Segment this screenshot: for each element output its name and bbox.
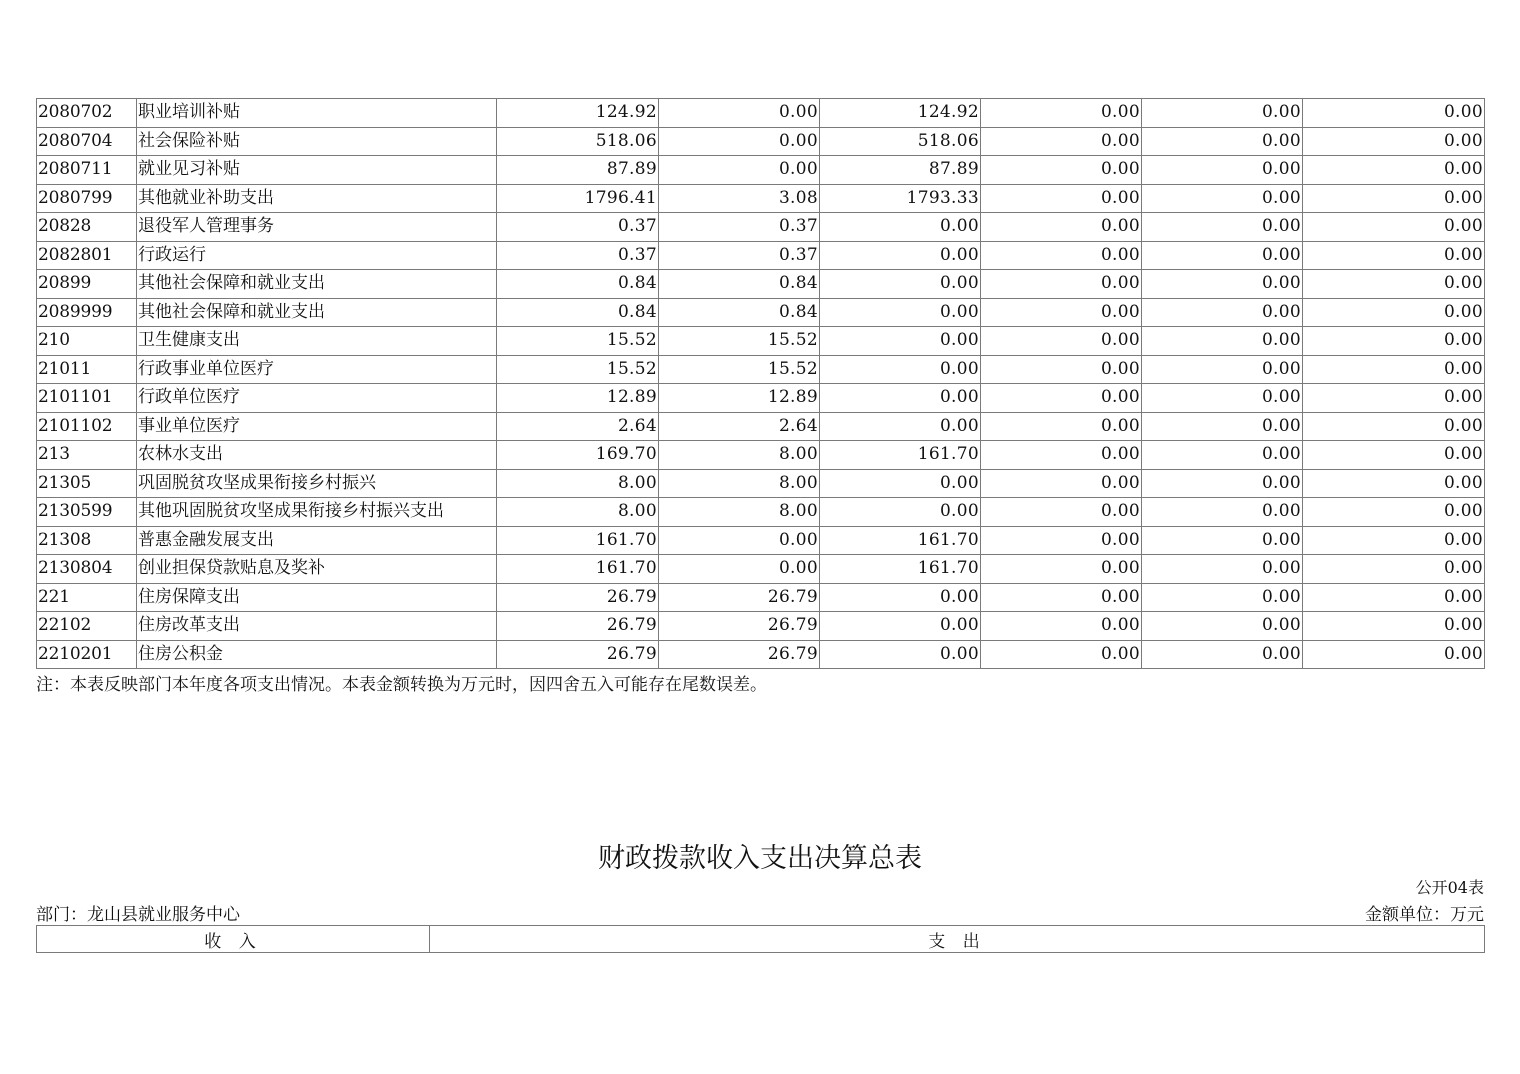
table-row xyxy=(37,99,1485,128)
row-value: 8.00 xyxy=(659,469,820,498)
table-row xyxy=(37,241,1485,270)
row-value: 0.84 xyxy=(497,298,659,327)
row-value: 0.00 xyxy=(659,526,820,555)
row-value: 0.00 xyxy=(659,555,820,584)
row-value: 0.00 xyxy=(820,583,981,612)
row-value: 3.08 xyxy=(659,184,820,213)
row-code: 213 xyxy=(37,441,137,470)
row-code: 20899 xyxy=(37,270,137,299)
row-value: 0.00 xyxy=(981,555,1142,584)
row-code: 21308 xyxy=(37,526,137,555)
report-title: 财政拨款收入支出决算总表 xyxy=(598,843,922,874)
row-value: 0.84 xyxy=(659,298,820,327)
row-value: 0.00 xyxy=(981,384,1142,413)
row-value: 12.89 xyxy=(497,384,659,413)
row-name: 行政运行 xyxy=(137,241,497,270)
row-value: 0.00 xyxy=(981,327,1142,356)
table-row xyxy=(37,612,1485,641)
row-value: 0.00 xyxy=(1142,555,1303,584)
expense-header: 支 出 xyxy=(430,926,1485,953)
row-name: 退役军人管理事务 xyxy=(137,213,497,242)
row-name: 创业担保贷款贴息及奖补 xyxy=(137,555,497,584)
row-value: 0.00 xyxy=(981,640,1142,669)
row-value: 0.00 xyxy=(1142,441,1303,470)
row-name: 其他社会保障和就业支出 xyxy=(137,298,497,327)
row-value: 2.64 xyxy=(497,412,659,441)
row-value: 26.79 xyxy=(497,640,659,669)
row-value: 8.00 xyxy=(659,441,820,470)
row-code: 21305 xyxy=(37,469,137,498)
row-value: 0.00 xyxy=(981,412,1142,441)
row-value: 0.00 xyxy=(820,270,981,299)
row-value: 26.79 xyxy=(497,583,659,612)
row-code: 2089999 xyxy=(37,298,137,327)
row-value: 0.00 xyxy=(1142,241,1303,270)
row-code: 2080702 xyxy=(37,99,137,128)
row-value: 8.00 xyxy=(497,498,659,527)
row-value: 0.37 xyxy=(659,241,820,270)
row-code: 2080799 xyxy=(37,184,137,213)
row-value: 87.89 xyxy=(820,156,981,185)
row-value: 0.00 xyxy=(1303,241,1485,270)
row-value: 0.00 xyxy=(1142,469,1303,498)
row-value: 0.00 xyxy=(1303,327,1485,356)
row-value: 0.00 xyxy=(820,298,981,327)
row-value: 0.00 xyxy=(1303,127,1485,156)
row-value: 0.00 xyxy=(659,156,820,185)
row-value: 0.00 xyxy=(1303,583,1485,612)
row-value: 124.92 xyxy=(497,99,659,128)
row-value: 0.00 xyxy=(1142,184,1303,213)
table-row xyxy=(37,270,1485,299)
row-value: 124.92 xyxy=(820,99,981,128)
row-code: 2210201 xyxy=(37,640,137,669)
row-value: 2.64 xyxy=(659,412,820,441)
row-value: 0.00 xyxy=(981,127,1142,156)
table-row xyxy=(37,184,1485,213)
row-value: 0.00 xyxy=(981,213,1142,242)
row-value: 161.70 xyxy=(820,526,981,555)
row-value: 0.00 xyxy=(820,498,981,527)
row-value: 169.70 xyxy=(497,441,659,470)
row-value: 0.00 xyxy=(1303,384,1485,413)
row-code: 221 xyxy=(37,583,137,612)
row-name: 住房保障支出 xyxy=(137,583,497,612)
row-value: 15.52 xyxy=(497,355,659,384)
row-name: 农林水支出 xyxy=(137,441,497,470)
row-code: 20828 xyxy=(37,213,137,242)
table-row xyxy=(37,412,1485,441)
department-label: 部门：龙山县就业服务中心 xyxy=(36,905,240,925)
row-value: 0.00 xyxy=(659,99,820,128)
table-row xyxy=(37,127,1485,156)
row-value: 0.00 xyxy=(1142,298,1303,327)
row-value: 0.00 xyxy=(1303,412,1485,441)
row-value: 0.00 xyxy=(981,99,1142,128)
summary-header-table xyxy=(36,925,1485,953)
row-value: 0.00 xyxy=(981,184,1142,213)
table-row xyxy=(37,441,1485,470)
row-value: 0.84 xyxy=(659,270,820,299)
row-name: 其他社会保障和就业支出 xyxy=(137,270,497,299)
row-value: 0.00 xyxy=(1303,526,1485,555)
table-row xyxy=(37,213,1485,242)
table-row xyxy=(37,469,1485,498)
row-value: 0.84 xyxy=(497,270,659,299)
row-code: 2080711 xyxy=(37,156,137,185)
row-value: 0.00 xyxy=(820,327,981,356)
row-value: 0.00 xyxy=(981,241,1142,270)
row-value: 15.52 xyxy=(497,327,659,356)
row-value: 0.00 xyxy=(1142,583,1303,612)
table-row xyxy=(37,583,1485,612)
row-name: 行政单位医疗 xyxy=(137,384,497,413)
row-value: 0.00 xyxy=(1142,412,1303,441)
row-name: 职业培训补贴 xyxy=(137,99,497,128)
row-value: 0.00 xyxy=(1303,99,1485,128)
unit-label: 金额单位：万元 xyxy=(1365,905,1484,925)
row-name: 行政事业单位医疗 xyxy=(137,355,497,384)
row-value: 0.00 xyxy=(981,526,1142,555)
row-value: 0.00 xyxy=(820,384,981,413)
row-value: 0.00 xyxy=(1303,298,1485,327)
row-name: 其他巩固脱贫攻坚成果衔接乡村振兴支出 xyxy=(137,498,497,527)
row-value: 15.52 xyxy=(659,355,820,384)
row-value: 15.52 xyxy=(659,327,820,356)
row-value: 8.00 xyxy=(497,469,659,498)
row-value: 0.00 xyxy=(1142,270,1303,299)
row-value: 0.00 xyxy=(820,640,981,669)
row-value: 8.00 xyxy=(659,498,820,527)
row-value: 0.37 xyxy=(497,213,659,242)
row-name: 巩固脱贫攻坚成果衔接乡村振兴 xyxy=(137,469,497,498)
row-value: 0.00 xyxy=(1303,355,1485,384)
row-value: 0.00 xyxy=(1142,384,1303,413)
row-value: 0.00 xyxy=(1142,127,1303,156)
row-value: 0.00 xyxy=(981,612,1142,641)
row-value: 0.00 xyxy=(1142,156,1303,185)
table-row xyxy=(37,526,1485,555)
header-row xyxy=(37,926,1485,953)
table-row xyxy=(37,327,1485,356)
table-row xyxy=(37,156,1485,185)
row-value: 0.00 xyxy=(659,127,820,156)
row-code: 2101102 xyxy=(37,412,137,441)
row-code: 2130804 xyxy=(37,555,137,584)
row-value: 0.00 xyxy=(1142,612,1303,641)
row-value: 26.79 xyxy=(497,612,659,641)
row-code: 21011 xyxy=(37,355,137,384)
row-value: 0.00 xyxy=(1303,213,1485,242)
row-value: 0.37 xyxy=(659,213,820,242)
row-value: 0.00 xyxy=(820,241,981,270)
table-row xyxy=(37,384,1485,413)
row-value: 0.00 xyxy=(1303,156,1485,185)
row-code: 2080704 xyxy=(37,127,137,156)
row-value: 0.00 xyxy=(820,612,981,641)
row-value: 161.70 xyxy=(497,526,659,555)
row-value: 0.00 xyxy=(981,498,1142,527)
row-value: 0.00 xyxy=(1142,640,1303,669)
table-row xyxy=(37,640,1485,669)
table-row xyxy=(37,355,1485,384)
row-name: 普惠金融发展支出 xyxy=(137,526,497,555)
row-value: 0.00 xyxy=(820,213,981,242)
row-value: 12.89 xyxy=(659,384,820,413)
row-value: 0.00 xyxy=(981,270,1142,299)
row-value: 0.00 xyxy=(981,469,1142,498)
row-value: 0.00 xyxy=(981,355,1142,384)
row-value: 0.00 xyxy=(1303,555,1485,584)
row-value: 87.89 xyxy=(497,156,659,185)
row-value: 0.37 xyxy=(497,241,659,270)
row-name: 卫生健康支出 xyxy=(137,327,497,356)
row-value: 26.79 xyxy=(659,612,820,641)
row-value: 0.00 xyxy=(1142,355,1303,384)
row-value: 0.00 xyxy=(1303,612,1485,641)
table-note: 注：本表反映部门本年度各项支出情况。本表金额转换为万元时，因四舍五入可能存在尾数误差。 xyxy=(36,675,767,695)
row-name: 就业见习补贴 xyxy=(137,156,497,185)
row-value: 0.00 xyxy=(1303,640,1485,669)
row-value: 0.00 xyxy=(981,156,1142,185)
table-row xyxy=(37,555,1485,584)
expense-table-body xyxy=(37,99,1485,669)
row-value: 0.00 xyxy=(1303,469,1485,498)
row-value: 0.00 xyxy=(1303,270,1485,299)
income-header: 收 入 xyxy=(37,926,430,953)
row-code: 22102 xyxy=(37,612,137,641)
table-row xyxy=(37,298,1485,327)
expense-table xyxy=(36,98,1485,669)
row-value: 0.00 xyxy=(1142,526,1303,555)
row-value: 161.70 xyxy=(497,555,659,584)
row-value: 518.06 xyxy=(820,127,981,156)
row-value: 0.00 xyxy=(1303,184,1485,213)
row-value: 161.70 xyxy=(820,441,981,470)
row-value: 0.00 xyxy=(1142,327,1303,356)
row-value: 0.00 xyxy=(1303,441,1485,470)
row-value: 0.00 xyxy=(820,469,981,498)
row-value: 161.70 xyxy=(820,555,981,584)
row-code: 2130599 xyxy=(37,498,137,527)
row-value: 0.00 xyxy=(1142,498,1303,527)
table-code: 公开04表 xyxy=(1415,878,1484,897)
row-value: 26.79 xyxy=(659,640,820,669)
row-value: 0.00 xyxy=(820,412,981,441)
row-name: 事业单位医疗 xyxy=(137,412,497,441)
row-value: 0.00 xyxy=(981,441,1142,470)
row-value: 518.06 xyxy=(497,127,659,156)
row-value: 0.00 xyxy=(981,583,1142,612)
row-name: 住房公积金 xyxy=(137,640,497,669)
row-value: 1796.41 xyxy=(497,184,659,213)
row-name: 住房改革支出 xyxy=(137,612,497,641)
row-value: 0.00 xyxy=(981,298,1142,327)
row-value: 26.79 xyxy=(659,583,820,612)
row-name: 其他就业补助支出 xyxy=(137,184,497,213)
row-value: 0.00 xyxy=(820,355,981,384)
row-value: 1793.33 xyxy=(820,184,981,213)
table-row xyxy=(37,498,1485,527)
row-code: 2101101 xyxy=(37,384,137,413)
row-value: 0.00 xyxy=(1303,498,1485,527)
row-name: 社会保险补贴 xyxy=(137,127,497,156)
row-value: 0.00 xyxy=(1142,213,1303,242)
row-code: 2082801 xyxy=(37,241,137,270)
row-code: 210 xyxy=(37,327,137,356)
row-value: 0.00 xyxy=(1142,99,1303,128)
